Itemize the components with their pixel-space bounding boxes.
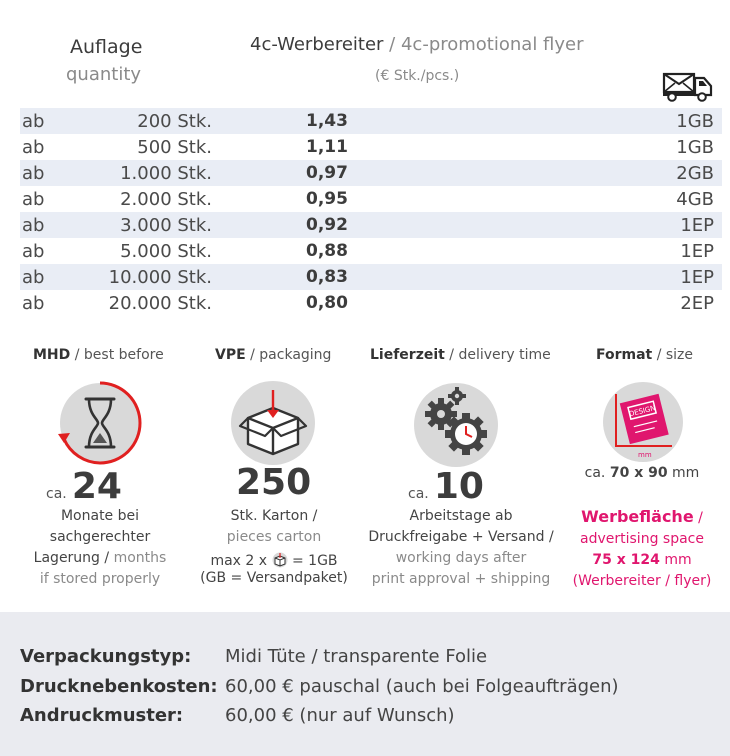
mhd-description: [10, 506, 190, 590]
row-price: 0,80: [306, 293, 348, 313]
row-quantity: 10.000 Stk.: [108, 266, 212, 288]
vpe-line4: (GB = Versandpaket): [200, 570, 348, 586]
row-quantity: 200 Stk.: [137, 110, 212, 132]
row-prefix: ab: [22, 214, 45, 236]
row-prefix: ab: [22, 266, 45, 288]
row-quantity: 20.000 Stk.: [108, 292, 212, 314]
row-prefix: ab: [22, 240, 45, 262]
row-price: 0,92: [306, 215, 348, 235]
vpe-line2: pieces carton: [226, 529, 322, 545]
vpe-value: 250: [236, 462, 312, 503]
table-row: [20, 238, 722, 264]
box-icon: [228, 378, 318, 468]
product-header-sep: /: [383, 34, 401, 55]
row-price: 1,11: [306, 137, 348, 157]
mhd-title-en: best before: [83, 347, 164, 363]
row-price: 0,83: [306, 267, 348, 287]
format-size-line: [560, 465, 724, 481]
format-unit: mm: [672, 465, 700, 481]
row-quantity: 500 Stk.: [137, 136, 212, 158]
detail-row: [20, 646, 487, 667]
row-shipping: 1EP: [680, 240, 714, 262]
vpe-line3: [184, 552, 364, 570]
advertising-area: Werbefläche / advertising space 75 x 124 mm (Werbereiter / flyer): [560, 506, 724, 592]
row-prefix: ab: [22, 162, 45, 184]
vpe-title-de: VPE: [215, 347, 246, 363]
vpe-description: [184, 506, 364, 548]
delivery-value-line: [408, 466, 484, 507]
vpe-shipping-note: [184, 552, 364, 587]
row-shipping: 2GB: [676, 162, 714, 184]
row-quantity: 2.000 Stk.: [120, 188, 212, 210]
delivery-title: Lieferzeit / delivery time: [370, 347, 551, 363]
row-shipping: 1EP: [680, 266, 714, 288]
detail-value: 60,00 € pauschal (auch bei Folgeaufträgen): [225, 676, 619, 697]
delivery-value: 10: [433, 466, 484, 507]
mhd-line3: Lagerung / months: [33, 550, 167, 566]
price-table: [20, 108, 722, 316]
format-title: Format / size: [596, 347, 694, 363]
detail-value: 60,00 € (nur auf Wunsch): [225, 705, 455, 726]
table-row: [20, 134, 722, 160]
table-row: [20, 108, 722, 134]
mhd-line2: sachgerechter: [49, 529, 151, 545]
format-area-de: Werbefläche: [581, 507, 694, 526]
row-shipping: 1GB: [676, 110, 714, 132]
detail-row: [20, 705, 455, 726]
table-row: [20, 160, 722, 186]
truck-mail-icon: [662, 68, 714, 102]
format-ca: ca.: [584, 465, 606, 481]
mhd-line1: Monate bei: [60, 508, 140, 524]
row-price: 1,43: [306, 111, 348, 131]
quantity-header-de: Auflage: [70, 36, 143, 58]
mhd-title-de: MHD: [33, 347, 71, 363]
detail-row: [20, 676, 619, 697]
vpe-line3a: max 2 x: [210, 553, 268, 569]
format-value: 70 x 90: [609, 465, 668, 481]
format-area-note: (Werbereiter / flyer): [572, 573, 712, 589]
detail-label: Verpackungstyp:: [20, 646, 192, 667]
product-header-en: 4c-promotional flyer: [400, 34, 584, 55]
mhd-ca: ca.: [46, 486, 67, 502]
mhd-title: MHD / best before: [33, 347, 164, 363]
mhd-value: 24: [71, 466, 122, 507]
delivery-ca: ca.: [408, 486, 429, 502]
delivery-line1: Arbeitstage ab: [409, 508, 513, 524]
vpe-title: VPE / packaging: [215, 347, 332, 363]
row-prefix: ab: [22, 110, 45, 132]
row-quantity: 3.000 Stk.: [120, 214, 212, 236]
row-quantity: 5.000 Stk.: [120, 240, 212, 262]
mhd-line3-en: months: [113, 550, 167, 566]
format-title-de: Format: [596, 347, 653, 363]
table-row: [20, 186, 722, 212]
row-price: 0,97: [306, 163, 348, 183]
row-prefix: ab: [22, 188, 45, 210]
delivery-line2: Druckfreigabe + Versand /: [368, 529, 554, 545]
mhd-line3-de: Lagerung: [33, 550, 100, 566]
row-shipping: 1GB: [676, 136, 714, 158]
format-area-unit: mm: [664, 552, 692, 568]
format-title-en: size: [665, 347, 694, 363]
delivery-line3: working days after: [395, 550, 527, 566]
delivery-description: [366, 506, 556, 590]
format-area-en: advertising space: [580, 531, 704, 547]
delivery-line4: print approval + shipping: [371, 571, 551, 587]
row-prefix: ab: [22, 136, 45, 158]
vpe-title-en: packaging: [259, 347, 332, 363]
product-header: [250, 34, 584, 55]
row-shipping: 4GB: [676, 188, 714, 210]
table-row: [20, 264, 722, 290]
price-unit-label: (€ Stk./pcs.): [375, 68, 460, 84]
vpe-line1: Stk. Karton /: [230, 508, 318, 524]
table-row: [20, 212, 722, 238]
detail-value: Midi Tüte / transparente Folie: [225, 646, 488, 667]
row-price: 0,95: [306, 189, 348, 209]
detail-label: Andruckmuster:: [20, 705, 184, 726]
mhd-line4: if stored properly: [39, 571, 161, 587]
small-box-icon: [272, 552, 288, 568]
mhd-value-line: [46, 466, 122, 507]
quantity-header-en: quantity: [66, 64, 142, 85]
row-shipping: 2EP: [680, 292, 714, 314]
hourglass-icon: [54, 377, 146, 469]
vpe-line3b: = 1GB: [291, 553, 338, 569]
format-mm-label: mm: [638, 451, 652, 459]
row-quantity: 1.000 Stk.: [120, 162, 212, 184]
format-ruler-icon: [598, 380, 688, 462]
delivery-title-de: Lieferzeit: [370, 347, 445, 363]
delivery-title-en: delivery time: [458, 347, 551, 363]
format-area-size: 75 x 124: [592, 552, 660, 568]
row-price: 0,88: [306, 241, 348, 261]
gears-clock-icon: [411, 380, 501, 470]
table-row: [20, 290, 722, 316]
row-prefix: ab: [22, 292, 45, 314]
detail-label: Drucknebenkosten:: [20, 676, 218, 697]
format-icon-text: DESIGN: [628, 404, 657, 419]
row-shipping: 1EP: [680, 214, 714, 236]
product-header-de: 4c-Werbereiter: [250, 34, 384, 55]
